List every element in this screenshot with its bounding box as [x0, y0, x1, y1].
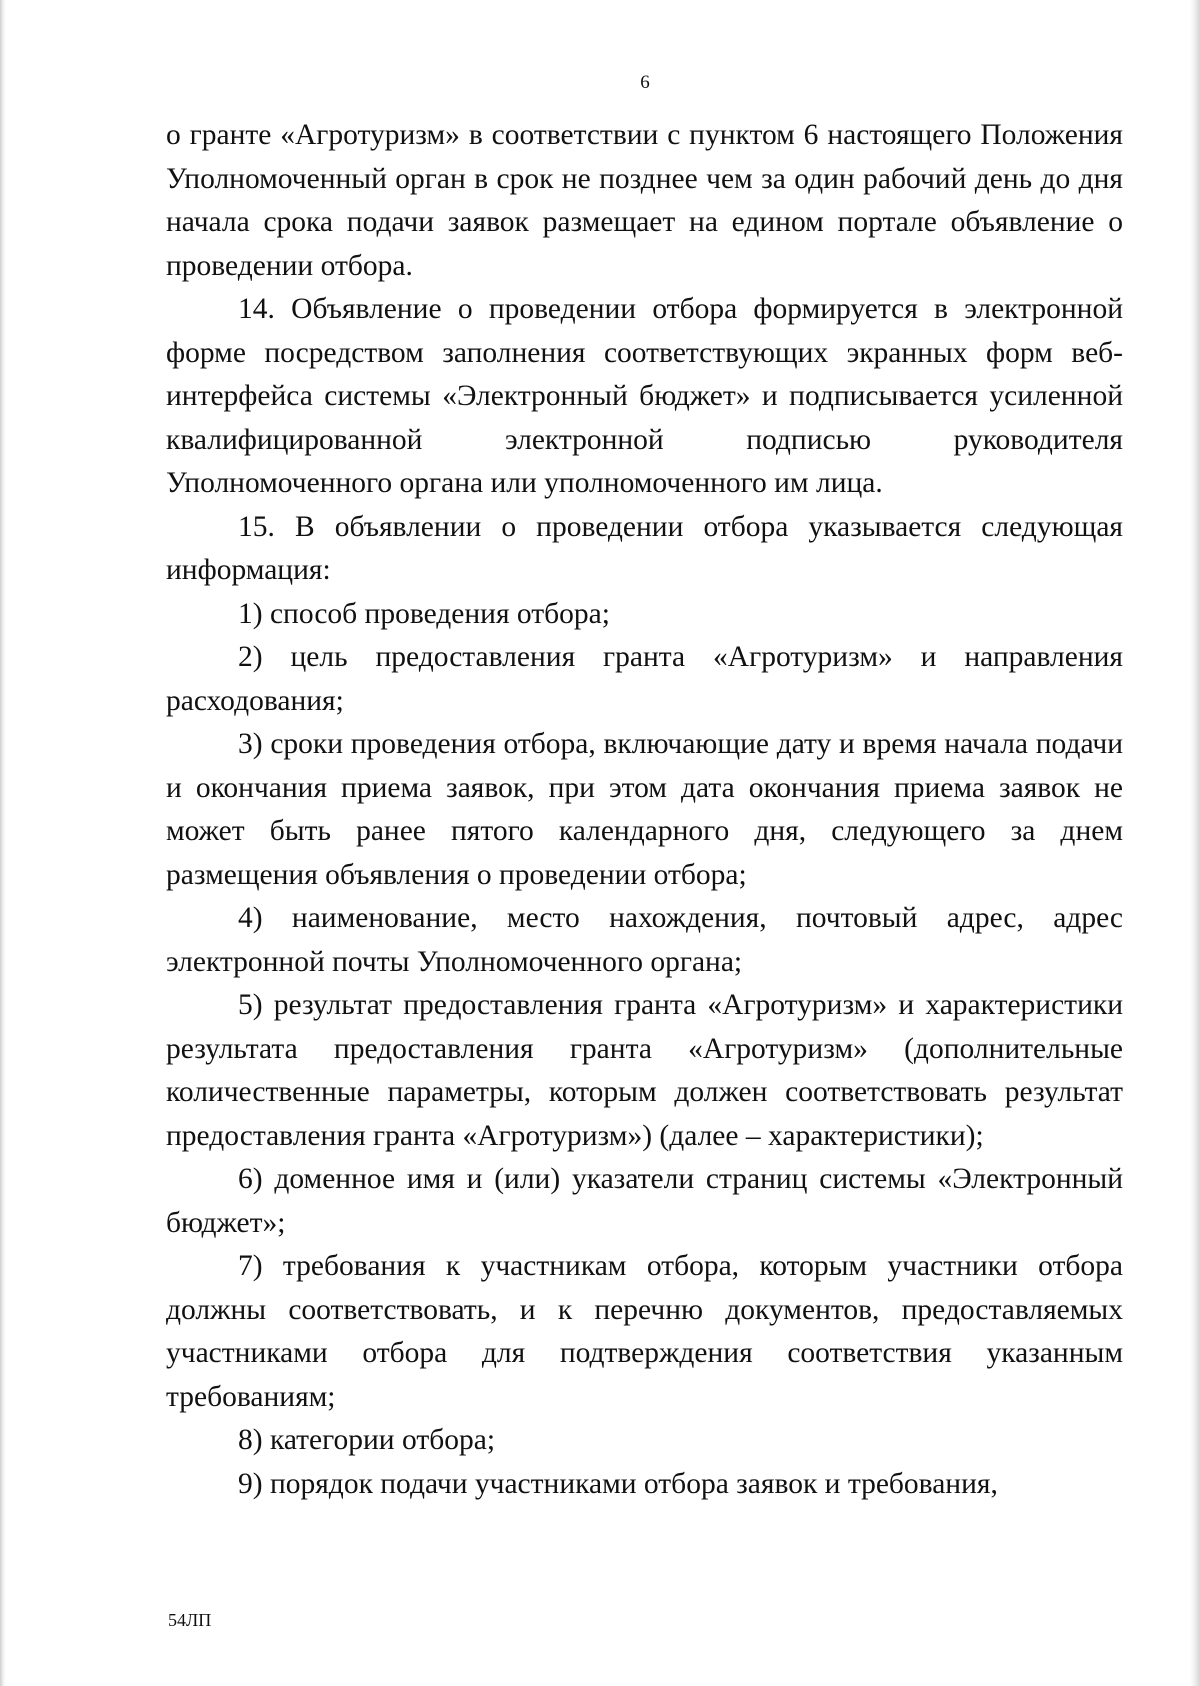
- page-number: 6: [640, 72, 650, 93]
- paragraph-item-15: 15. В объявлении о проведении отбора указывается следующая информация:: [166, 510, 1123, 586]
- document-body: [166, 114, 1123, 1506]
- paragraph-item-14: 14. Объявление о проведении отбора формируется в электронной форме посредством заполнения соответствующих экранных форм веб-интерфейса системы «Электронный бюджет» и подписывается усиленной квалифицированной электронной подписью руководителя Уполномоченного органа или уполномоченного им лица.: [166, 293, 1123, 499]
- scan-edge-right: [1190, 0, 1200, 1686]
- list-item-5: 5) результат предоставления гранта «Агротуризм» и характеристики результата предоставления гранта «Агротуризм» (дополнительные количественные параметры, которым должен соответствовать результат предоставления гранта «Агротуризм») (далее – характеристики);: [166, 989, 1123, 1152]
- paragraph-continuation: о гранте «Агротуризм» в соответствии с пунктом 6 настоящего Положения Уполномоченный орган в срок не позднее чем за один рабочий день до дня начала срока подачи заявок размещает на едином портале объявление о проведении отбора.: [166, 119, 1123, 282]
- list-item-4: 4) наименование, место нахождения, почтовый адрес, адрес электронной почты Уполномоченного органа;: [166, 902, 1123, 978]
- scan-edge-left: [0, 0, 6, 1686]
- list-item-2: 2) цель предоставления гранта «Агротуризм» и направления расходования;: [166, 641, 1123, 717]
- list-item-8: 8) категории отбора;: [238, 1424, 496, 1456]
- list-item-1: 1) способ проведения отбора;: [238, 597, 610, 630]
- list-item-9: 9) порядок подачи участниками отбора заявок и требования,: [238, 1467, 998, 1500]
- list-item-7: 7) требования к участникам отбора, которым участники отбора должны соответствовать, и к перечню документов, предоставляемых участниками отбора для подтверждения соответствия указанным требованиям;: [166, 1250, 1123, 1413]
- document-code: 54ЛП: [168, 1610, 212, 1630]
- list-item-3: 3) сроки проведения отбора, включающие дату и время начала подачи и окончания приема заявок, при этом дата окончания приема заявок не может быть ранее пятого календарного дня, следующего за днем размещения объявления о проведении отбора;: [166, 728, 1123, 891]
- list-item-6: 6) доменное имя и (или) указатели страниц системы «Электронный бюджет»;: [166, 1163, 1123, 1239]
